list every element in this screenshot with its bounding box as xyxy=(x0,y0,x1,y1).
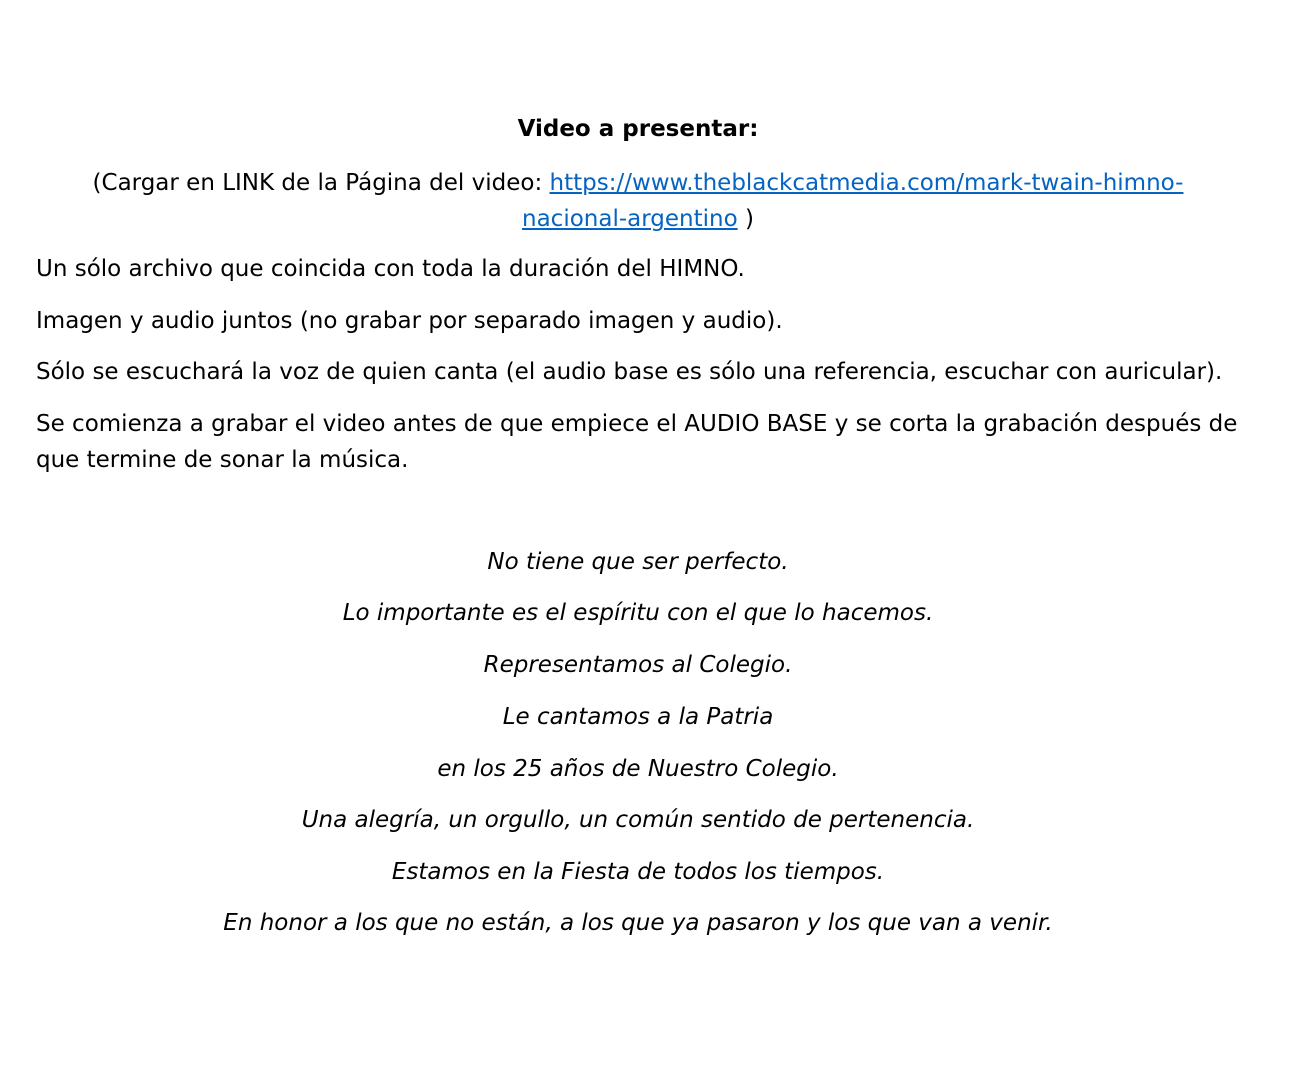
verse-line: en los 25 años de Nuestro Colegio. xyxy=(437,756,839,782)
verse-line: En honor a los que no están, a los que ya pasaron y los que van a venir. xyxy=(223,910,1053,936)
verse-line: Representamos al Colegio. xyxy=(483,652,793,678)
verse-line: Una alegría, un orgullo, un común sentido de pertenencia. xyxy=(301,807,975,833)
verse-line: Lo importante es el espíritu con el que lo hacemos. xyxy=(342,600,934,626)
link-suffix-text: ) xyxy=(737,206,754,232)
verse-line: Estamos en la Fiesta de todos los tiempos. xyxy=(391,859,885,885)
instruction-paragraph: Un sólo archivo que coincida con toda la duración del HIMNO. xyxy=(36,256,745,282)
verse-line: Le cantamos a la Patria xyxy=(502,704,774,730)
instruction-paragraph: Se comienza a grabar el video antes de que empiece el AUDIO BASE y se corta la grabación después de que termine de sonar la música. xyxy=(36,411,1238,473)
instruction-paragraph: Sólo se escuchará la voz de quien canta (el audio base es sólo una referencia, escuchar con auricular). xyxy=(36,359,1223,385)
video-link-paragraph xyxy=(60,165,1216,237)
instruction-paragraph: Imagen y audio juntos (no grabar por separado imagen y audio). xyxy=(36,308,783,334)
link-prefix-text: (Cargar en LINK de la Página del video: xyxy=(92,170,550,196)
video-link[interactable]: https://www.theblackcatmedia.com/mark-twain-himno-nacional-argentino xyxy=(522,170,1184,232)
page-title: Video a presentar: xyxy=(517,116,759,142)
verse-line: No tiene que ser perfecto. xyxy=(487,549,789,575)
